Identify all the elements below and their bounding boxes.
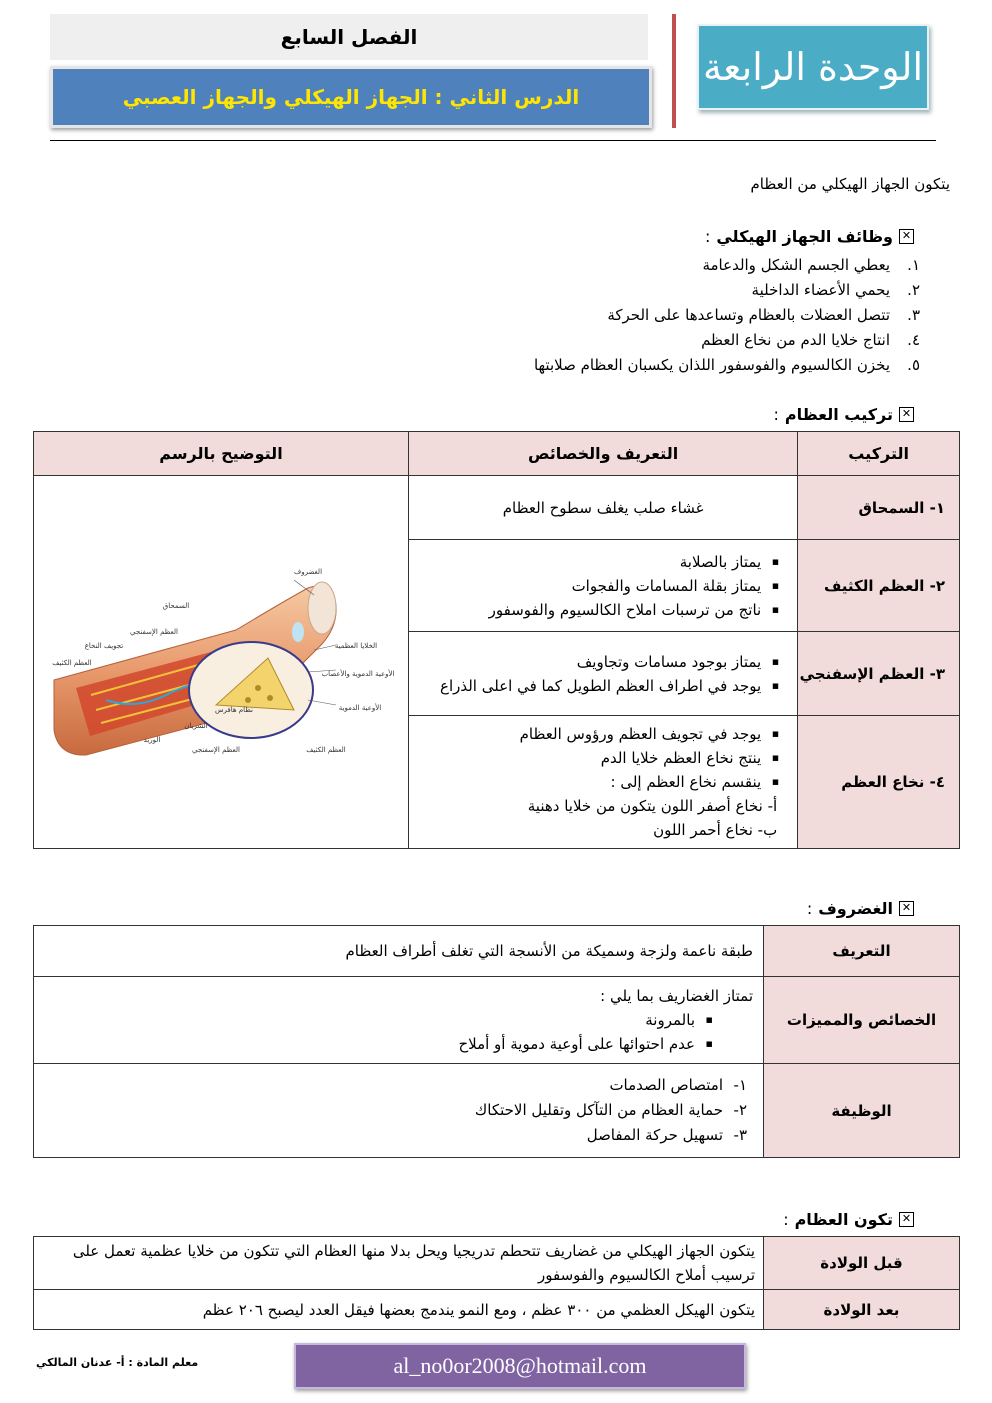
after-birth-label: بعد الولادة: [764, 1290, 960, 1330]
bone-cross-section-illustration: [46, 560, 396, 760]
email-box: [294, 1343, 746, 1389]
list-item: ▪ ينقسم نخاع العظم إلى :: [419, 770, 787, 794]
functions-title: وظائف الجهاز الهيكلي: [716, 227, 893, 246]
list-item: ▪ يمتاز بوجود مسامات وتجاويف: [419, 650, 787, 674]
label-artery: الشريان: [184, 722, 208, 730]
row-name: ٢- العظم الكثيف: [798, 540, 960, 632]
list-item: ١. يعطي الجسم الشكل والدعامة: [702, 256, 920, 274]
cartilage-title: الغضروف: [818, 899, 893, 918]
list-item: ٥. يخزن الكالسيوم والفوسفور اللذان يكسبان العظام صلابتها: [533, 356, 920, 374]
bone-structure-table: [33, 431, 960, 849]
features-label: الخصائص والمميزات: [764, 977, 960, 1064]
bone-structure-title: تركيب العظام: [784, 405, 893, 424]
before-birth-label: قبل الولادة: [764, 1237, 960, 1290]
list-item: ٢. يحمي الأعضاء الداخلية: [751, 281, 920, 299]
sub-item: أ- نخاع أصفر اللون يتكون من خلايا دهنية: [527, 797, 778, 815]
lesson-title: الدرس الثاني : الجهاز الهيكلي والجهاز العصبي: [122, 85, 580, 109]
chapter-title-box: [50, 14, 648, 60]
functions-heading: ✕ وظائف الجهاز الهيكلي :: [705, 227, 914, 246]
table-row: [34, 476, 960, 540]
lesson-title-box: [50, 66, 652, 128]
features-intro: تمتاز الغضاريف بما يلي :: [600, 987, 753, 1005]
checkbox-icon: ✕: [899, 1212, 914, 1227]
teacher-credit: معلم المادة : أ- عدنان المالكي: [36, 1356, 199, 1369]
table-header-row: [34, 432, 960, 476]
email-link[interactable]: al_no0or2008@hotmail.com: [393, 1353, 647, 1378]
checkbox-icon: ✕: [899, 229, 914, 244]
label-haversian-system: نظام هافرس: [214, 706, 253, 714]
row-content: [408, 540, 797, 632]
chapter-title: الفصل السابع: [280, 25, 418, 49]
bone-diagram-cell: [34, 476, 409, 849]
row-content: [408, 716, 797, 849]
list-item: ▪ يمتاز بقلة المسامات والفجوات: [419, 574, 787, 598]
row-content: [408, 632, 797, 716]
table-row: [34, 977, 960, 1064]
after-birth-text: يتكون الهيكل العظمي من ٣٠٠ عظم ، ومع النمو يندمج بعضها فيقل العدد ليصبح ٢٠٦ عظم: [34, 1290, 764, 1330]
list-item: ▪ يوجد في تجويف العظم ورؤوس العظام: [419, 722, 787, 746]
checkbox-icon: ✕: [899, 407, 914, 422]
row-name: ٤- نخاع العظم: [798, 716, 960, 849]
list-item: ٣. تتصل العضلات بالعظام وتساعدها على الحركة: [607, 306, 920, 324]
row-name: ٣- العظم الإسفنجي: [798, 632, 960, 716]
label-vein: الوريد: [143, 736, 161, 744]
label-cartilage: الغضروف: [293, 568, 322, 576]
table-row: [34, 1290, 960, 1330]
label-vessels-nerves: الأوعية الدموية والأعصاب: [321, 670, 395, 678]
features-content: [34, 977, 764, 1064]
label-periosteum: السمحاق: [162, 602, 190, 610]
intro-text: يتكون الجهاز الهيكلي من العظام: [750, 175, 950, 193]
unit-title-box: [697, 24, 929, 110]
label-compact-bone: العظم الكثيف: [52, 659, 92, 667]
header-diagram: التوضيح بالرسم: [34, 432, 409, 476]
before-birth-text: يتكون الجهاز الهيكلي من غضاريف تتحطم تدريجيا ويحل بدلا منها العظام التي تتكون من خلايا عظمية تعمل على ترسيب أملاح الكالسيوم والفوسفور: [34, 1237, 764, 1290]
row-text: غشاء صلب يغلف سطوح العظام: [408, 476, 797, 540]
unit-title: الوحدة الرابعة: [702, 45, 924, 89]
label-blood-vessels: الأوعية الدموية: [338, 704, 382, 712]
function-label: الوظيفة: [764, 1064, 960, 1158]
cartilage-heading: ✕ الغضروف :: [807, 899, 914, 918]
table-row: [34, 1237, 960, 1290]
label-spongy-bone: العظم الإسفنجي: [130, 628, 178, 636]
header-divider: [672, 14, 676, 128]
label-marrow-cavity: تجويف النخاع: [84, 642, 124, 650]
table-row: [34, 1064, 960, 1158]
label-bone-cells: الخلايا العظمية: [334, 642, 378, 650]
formation-heading: ✕ تكون العظام :: [783, 1210, 914, 1229]
list-item: ٢- حماية العظام من التآكل وتقليل الاحتكاك: [474, 1101, 747, 1119]
cartilage-table: [33, 925, 960, 1158]
bone-structure-heading: ✕ تركيب العظام :: [773, 405, 914, 424]
header-definition: التعريف والخصائص: [408, 432, 797, 476]
header-structure: التركيب: [798, 432, 960, 476]
label-spongy-bone-2: العظم الإسفنجي: [192, 746, 240, 754]
list-item: ▪ ناتج من ترسبات املاح الكالسيوم والفوسفور: [419, 598, 787, 622]
list-item: ٤. انتاج خلايا الدم من نخاع العظم: [701, 331, 920, 349]
table-row: [34, 926, 960, 977]
function-content: [34, 1064, 764, 1158]
list-item: ▪ ينتج نخاع العظم خلايا الدم: [419, 746, 787, 770]
list-item: ١- امتصاص الصدمات: [609, 1076, 747, 1094]
list-item: ▪ يمتاز بالصلابة: [419, 550, 787, 574]
sub-item: ب- نخاع أحمر اللون: [653, 821, 778, 839]
list-item: ▪ يوجد في اطراف العظم الطويل كما في اعلى الذراع: [419, 674, 787, 698]
functions-list: [534, 253, 920, 378]
row-name: ١- السمحاق: [798, 476, 960, 540]
list-item: ▪ عدم احتوائها على أوعية دموية أو أملاح: [44, 1032, 721, 1056]
label-compact-bone-2: العظم الكثيف: [306, 746, 346, 754]
formation-table: [33, 1236, 960, 1330]
checkbox-icon: ✕: [899, 901, 914, 916]
header-rule: [50, 140, 936, 141]
definition-text: طبقة ناعمة ولزجة وسميكة من الأنسجة التي تغلف أطراف العظام: [34, 926, 764, 977]
formation-title: تكون العظام: [794, 1210, 893, 1229]
definition-label: التعريف: [764, 926, 960, 977]
list-item: ٣- تسهيل حركة المفاصل: [586, 1126, 747, 1144]
list-item: ▪ بالمرونة: [44, 1008, 721, 1032]
